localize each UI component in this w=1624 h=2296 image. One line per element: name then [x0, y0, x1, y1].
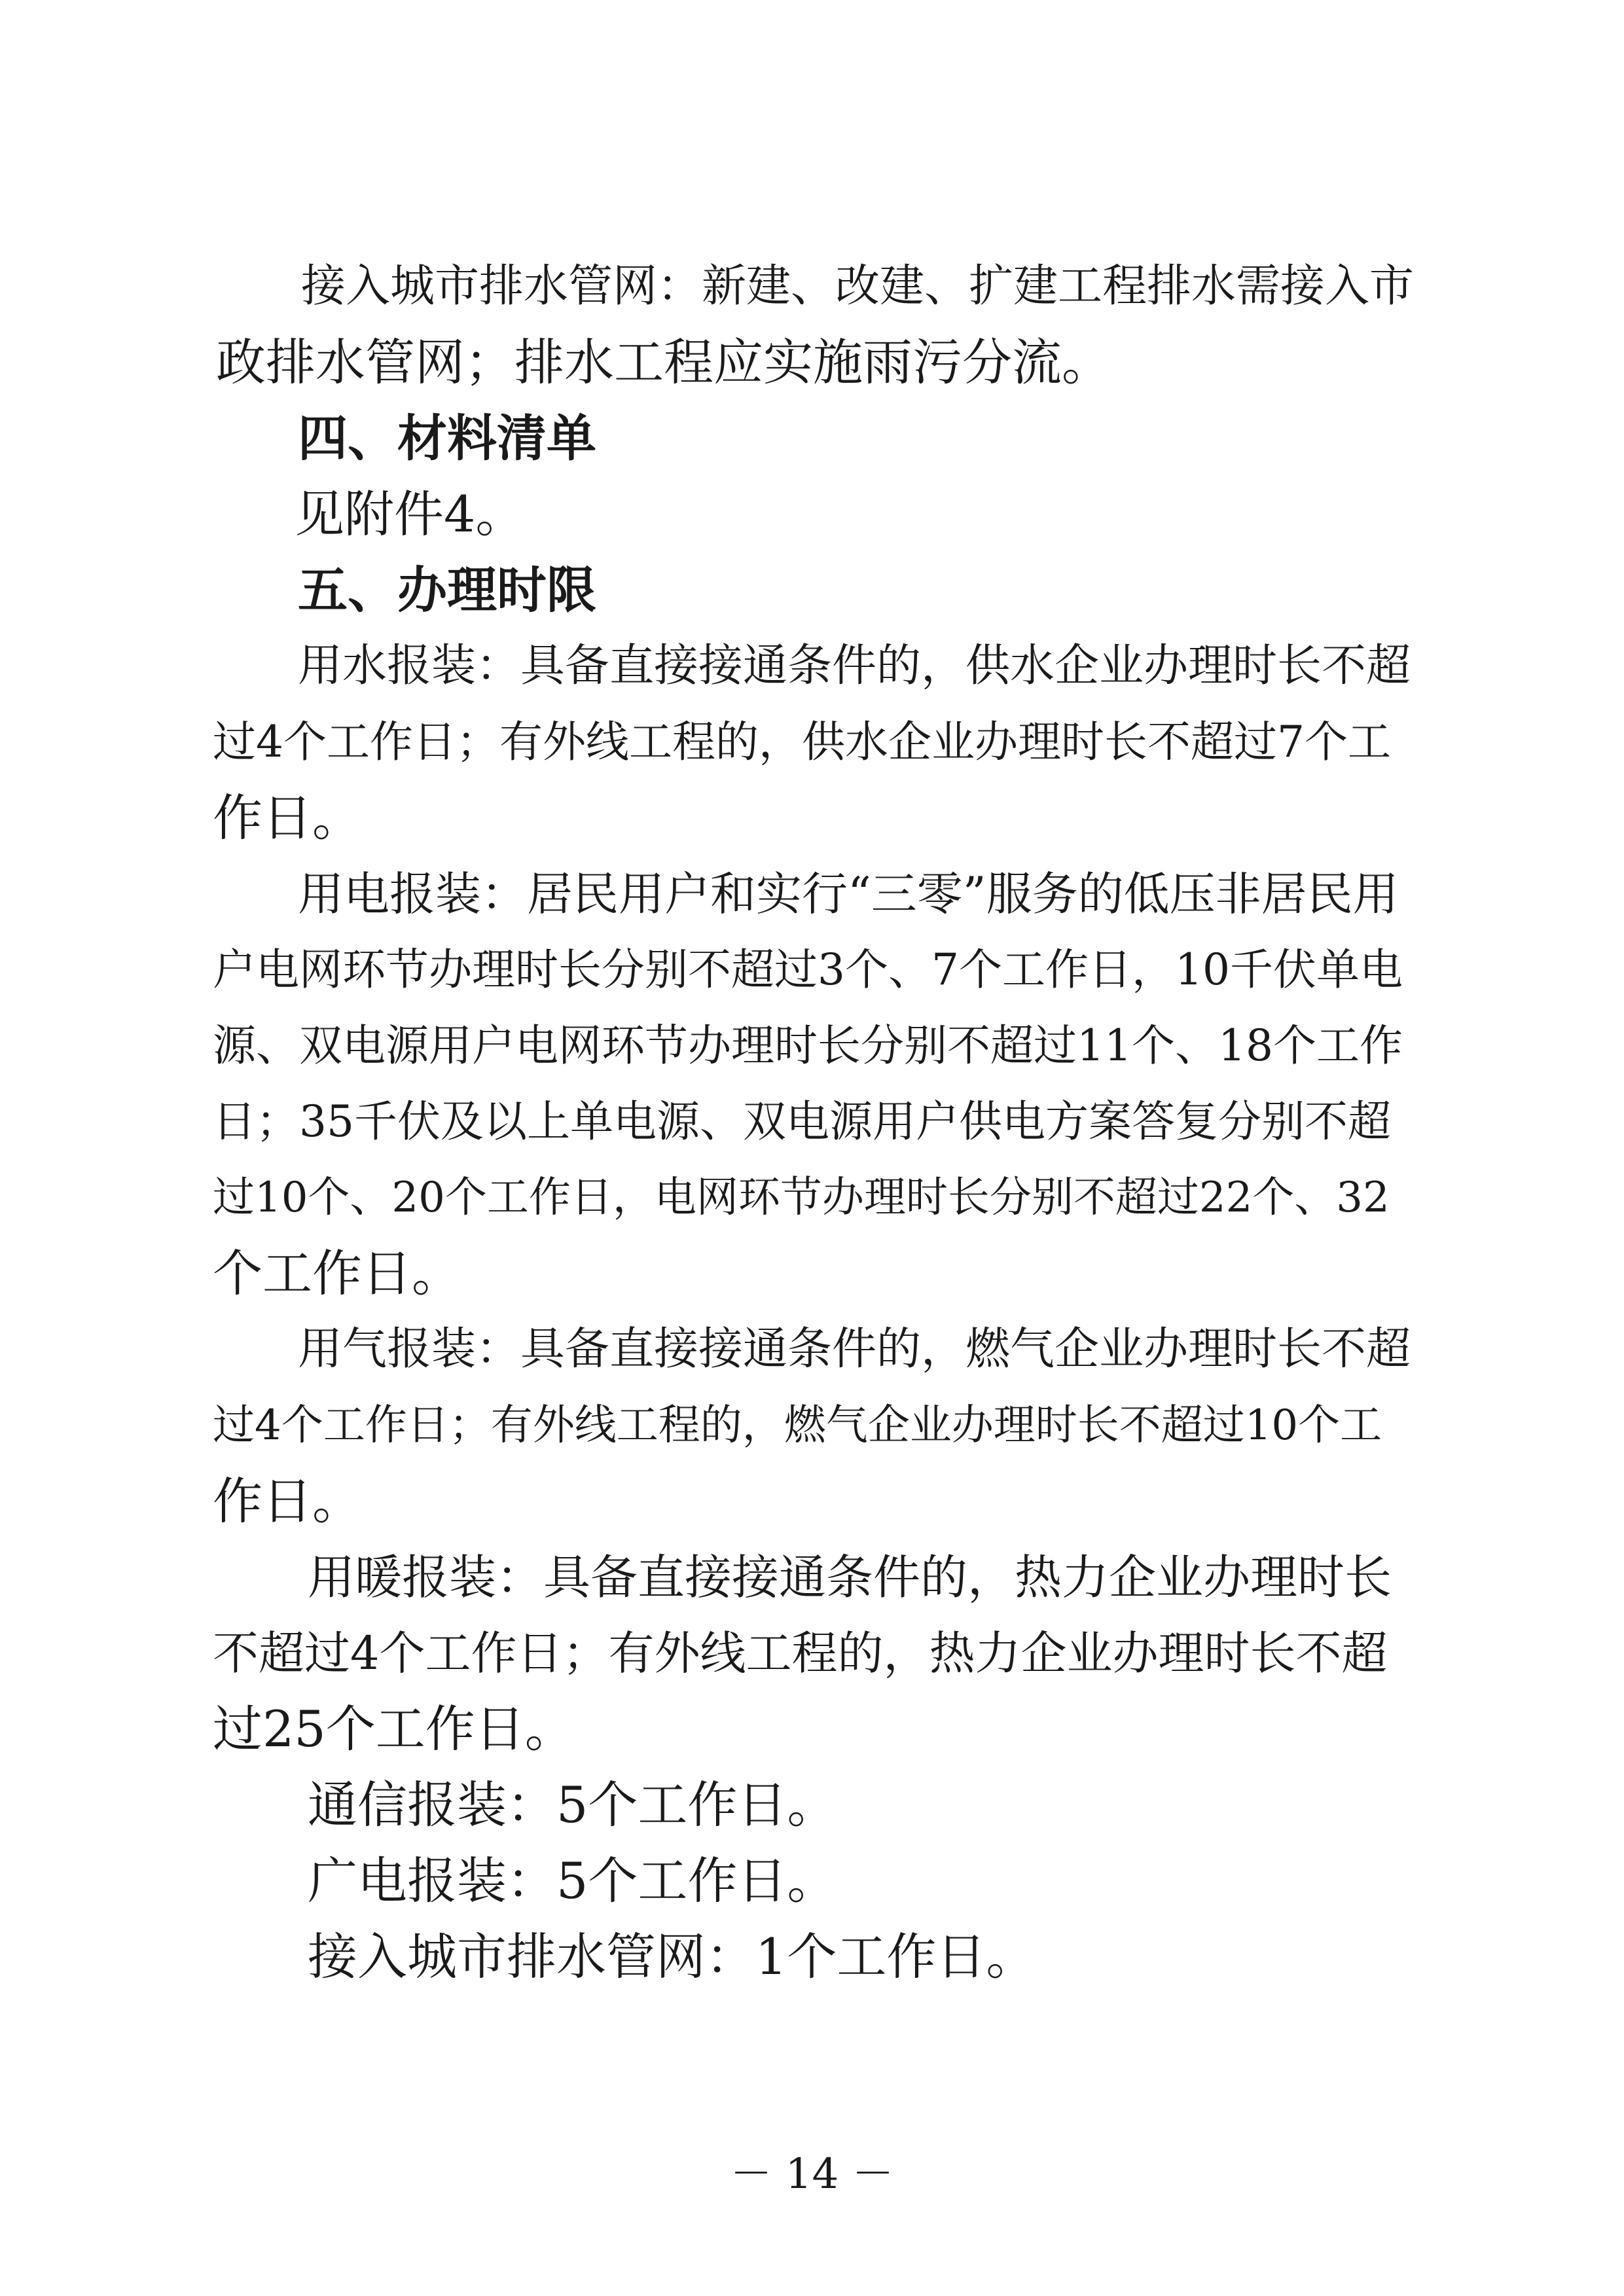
paragraph-line: 过25个工作日。 — [213, 1700, 575, 1758]
page-number: － 14 － — [730, 2150, 894, 2198]
section-heading: 五、办理时限 — [298, 561, 596, 619]
paragraph-line: 接入城市排水管网：新建、改建、扩建工程排水需接入市 — [301, 260, 1415, 312]
paragraph-line: 广电报装：5个工作日。 — [308, 1852, 837, 1910]
paragraph-line: 过4个工作日；有外线工程的，供水企业办理时长不超过7个工 — [213, 717, 1391, 767]
paragraph-line: 源、双电源用户电网环节办理时长分别不超过11个、18个工作 — [213, 1020, 1403, 1071]
paragraph-line: 过4个工作日；有外线工程的，燃气企业办理时长不超过10个工 — [213, 1401, 1382, 1450]
paragraph-line: 用水报装：具备直接接通条件的，供水企业办理时长不超 — [298, 640, 1411, 692]
paragraph-line: 用暖报装：具备直接接通条件的，热力企业办理时长 — [308, 1550, 1392, 1605]
paragraph-line: 过10个、20个工作日，电网环节办理时长分别不超过22个、32 — [213, 1174, 1390, 1222]
section-heading: 四、材料清单 — [298, 409, 596, 467]
paragraph-line: 不超过4个工作日；有外线工程的，热力企业办理时长不超 — [213, 1626, 1388, 1680]
paragraph-line: 个工作日。 — [213, 1244, 461, 1302]
paragraph-line: 通信报装：5个工作日。 — [308, 1776, 837, 1834]
paragraph-line: 日；35千伏及以上单电源、双电源用户供电方案答复分别不超 — [213, 1096, 1391, 1147]
paragraph-line: 接入城市排水管网：1个工作日。 — [308, 1928, 1036, 1986]
paragraph-line: 政排水管网；排水工程应实施雨污分流。 — [216, 333, 1111, 391]
paragraph-line: 用电报装：居民用户和实行“三零”服务的低压非居民用 — [298, 867, 1399, 921]
paragraph-line: 作日。 — [213, 789, 362, 847]
paragraph-line: 作日。 — [213, 1472, 362, 1530]
paragraph-line: 见附件4。 — [295, 485, 526, 543]
paragraph-line: 用气报装：具备直接接通条件的，燃气企业办理时长不超 — [298, 1323, 1411, 1375]
paragraph-line: 户电网环节办理时长分别不超过3个、7个工作日，10千伏单电 — [213, 944, 1403, 995]
